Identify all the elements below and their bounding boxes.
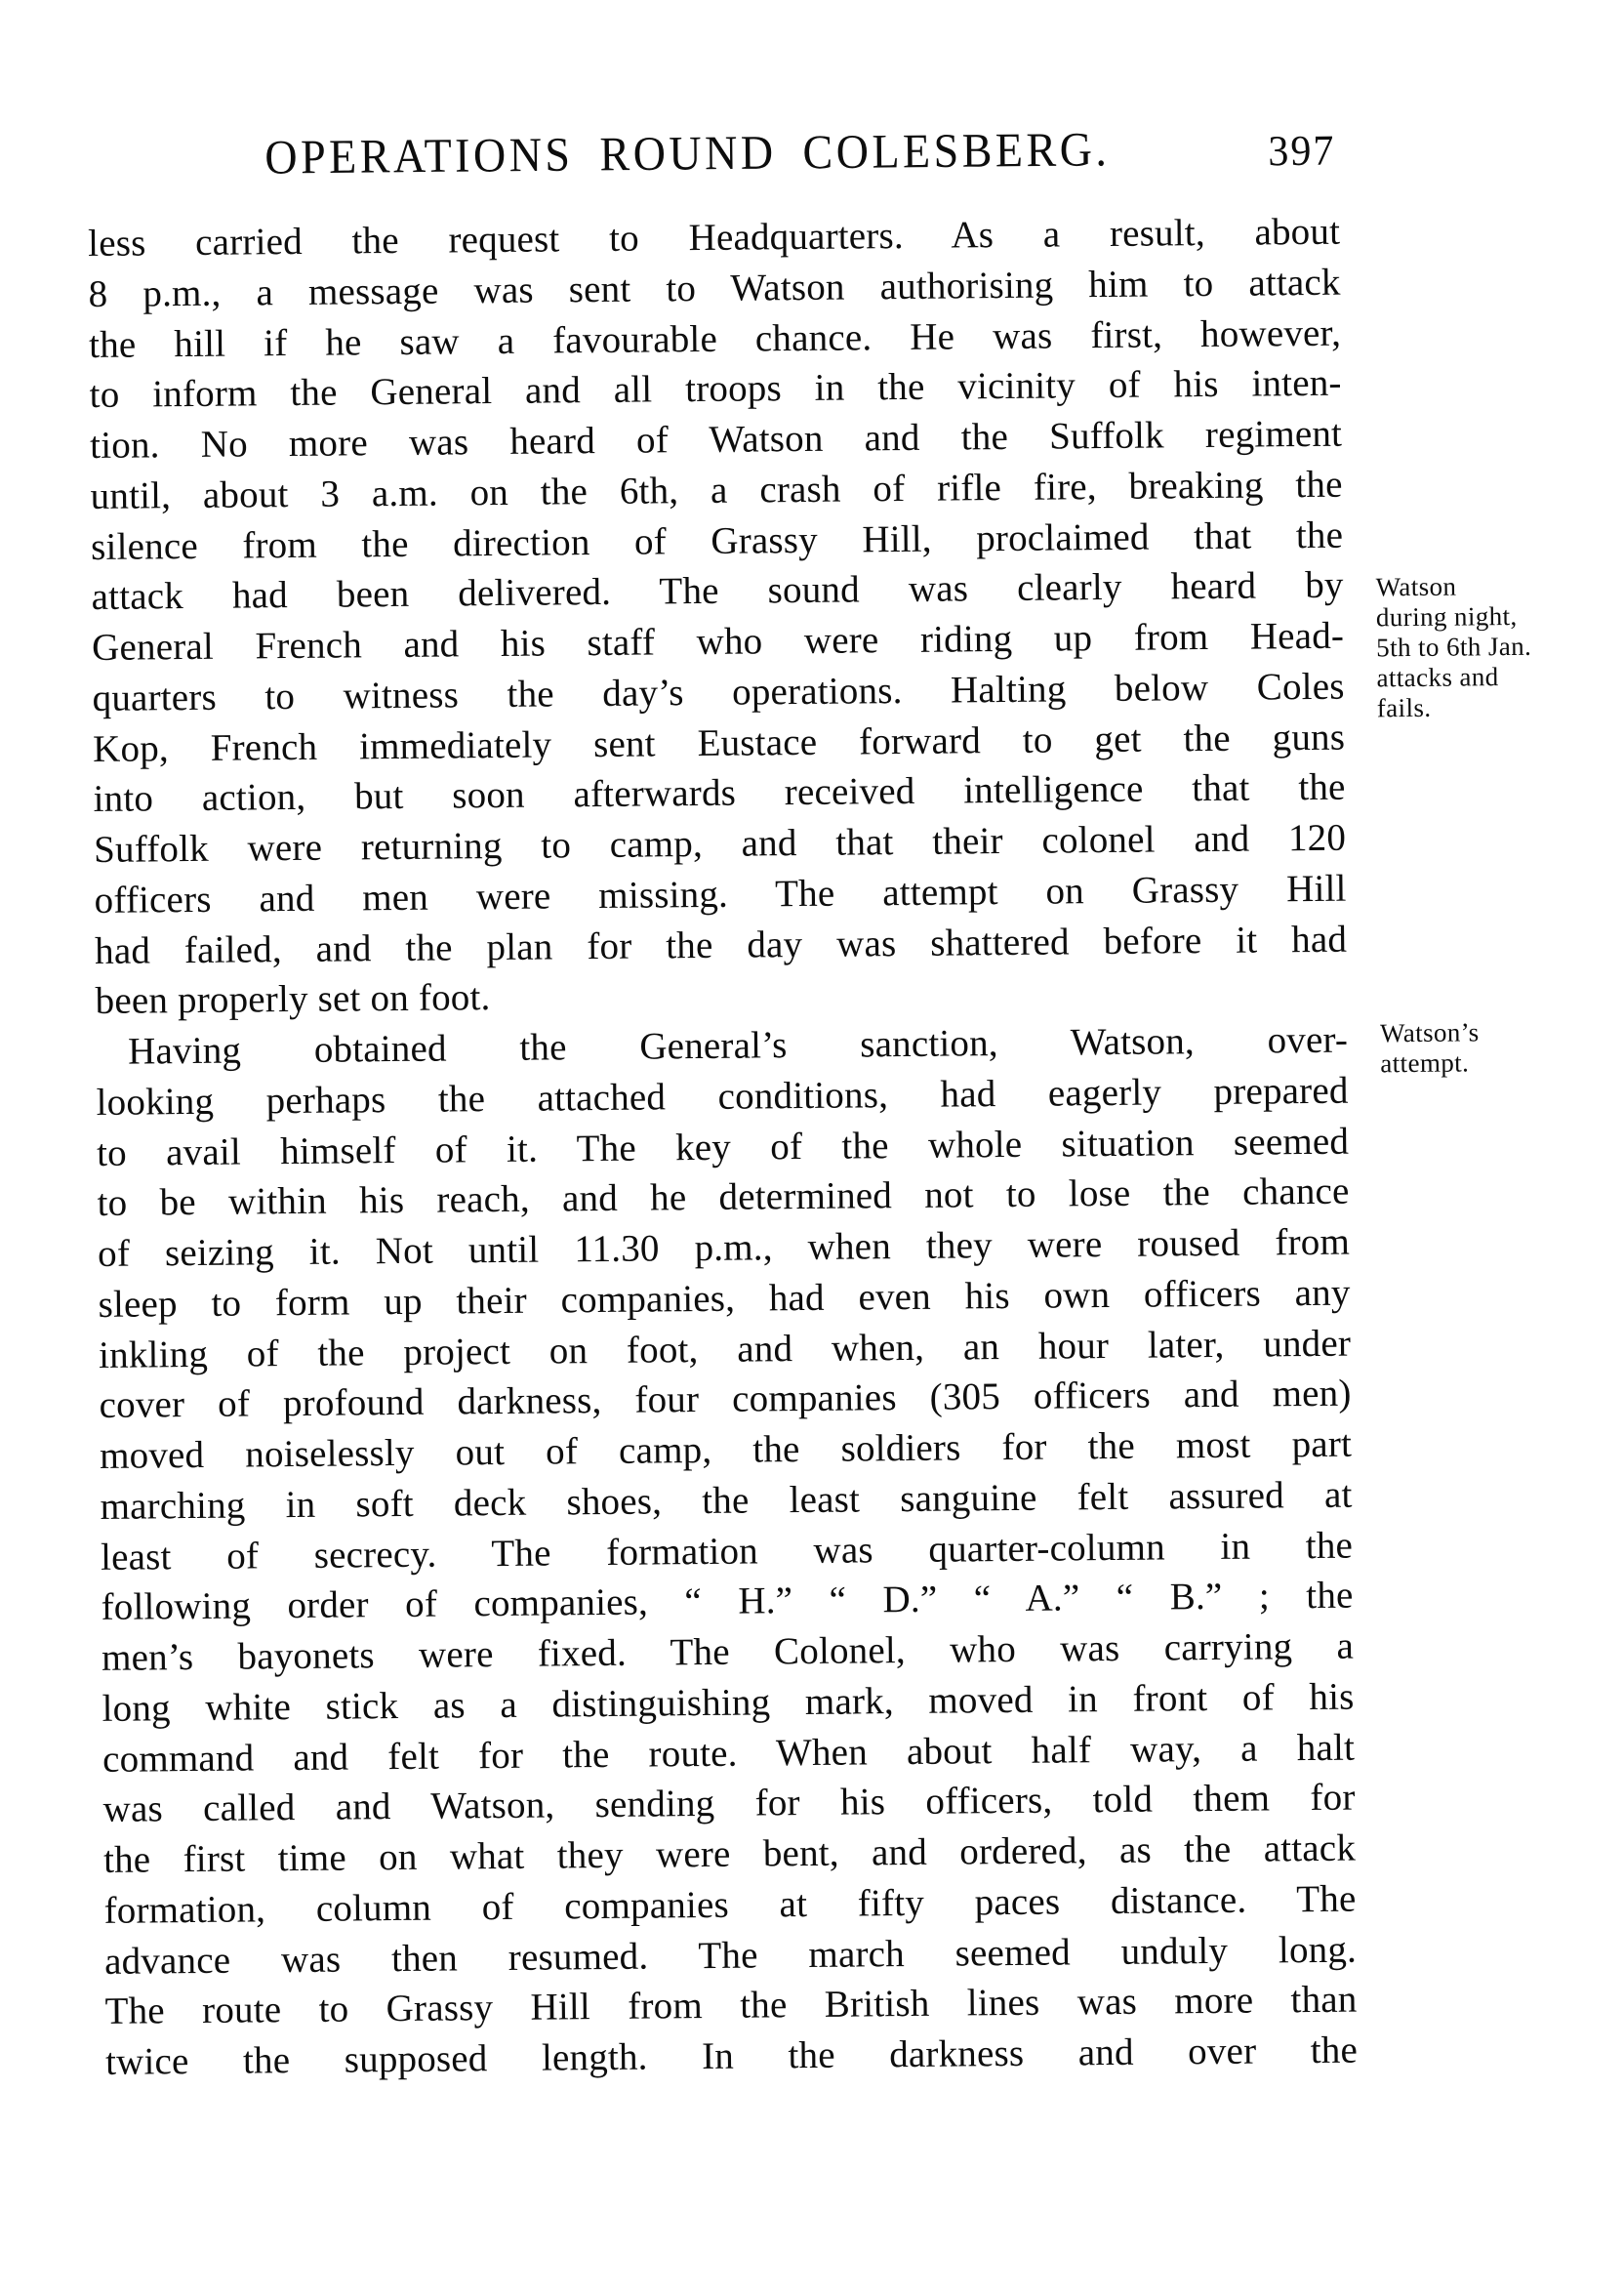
margin-note-watson-attacks: Watson during night, 5th to 6th Jan. attacks and fails. bbox=[1375, 571, 1532, 723]
text-line: men’s bayonets were fixed. The Colonel, who was carrying a bbox=[101, 1624, 1355, 1679]
text-line: least of secrecy. The formation was quarter-column in the bbox=[100, 1524, 1354, 1578]
text-line: tion. No more was heard of Watson and the Suffolk regiment bbox=[89, 412, 1343, 467]
text-line: attack had been delivered. The sound was clearly heard by bbox=[91, 563, 1344, 619]
text-line: looking perhaps the attached conditions, had eagerly prepared bbox=[96, 1069, 1349, 1124]
text-line: the first time on what they were bent, and ordered, as the attack bbox=[102, 1826, 1357, 1881]
text-line: marching in soft deck shoes, the least sanguine felt assured at bbox=[100, 1473, 1353, 1528]
text-line: was called and Watson, sending for his officers, told them for bbox=[102, 1776, 1356, 1831]
text-line: advance was then resumed. The march seemed unduly long. bbox=[103, 1928, 1358, 1983]
text-line: had failed, and the plan for the day was shattered before it had bbox=[94, 918, 1348, 972]
text-line: cover of profound darkness, four companies (305 officers and men) bbox=[99, 1372, 1352, 1427]
text-line: quarters to witness the day’s operations. Halting below Coles bbox=[92, 665, 1345, 719]
margin-note-watsons-attempt: Watson’s attempt. bbox=[1379, 1017, 1480, 1079]
text-line: long white stick as a distinguishing mark, moved in front of his bbox=[102, 1675, 1355, 1730]
text-line: the hill if he saw a favourable chance. He was first, however, bbox=[88, 311, 1342, 366]
page-number: 397 bbox=[1268, 127, 1336, 176]
text-line: General French and his staff who were riding up from Head- bbox=[91, 614, 1345, 669]
text-line: inkling of the project on foot, and when, an hour later, under bbox=[98, 1322, 1352, 1376]
text-line: following order of companies, “ H.” “ D.” “ A.” “ B.” ; the bbox=[101, 1574, 1354, 1629]
text-line: silence from the direction of Grassy Hill, proclaimed that the bbox=[90, 513, 1344, 568]
text-line: officers and men were missing. The attempt on Grassy Hill bbox=[94, 867, 1347, 922]
text-line: been properly set on foot. bbox=[95, 976, 491, 1023]
text-line: The route to Grassy Hill from the British lines was more than bbox=[104, 1978, 1358, 2033]
text-line: Having obtained the General’s sanction, Watson, over- bbox=[127, 1018, 1349, 1073]
text-line: less carried the request to Headquarters. As a result, about bbox=[87, 210, 1341, 265]
text-line: to be within his reach, and he determined not to lose the chance bbox=[97, 1169, 1350, 1225]
text-line: sleep to form up their companies, had even his own officers any bbox=[98, 1271, 1351, 1326]
running-title: OPERATIONS ROUND COLESBERG. bbox=[264, 122, 1111, 184]
text-line: to avail himself of it. The key of the whole situation seemed bbox=[96, 1120, 1350, 1174]
text-line: until, about 3 a.m. on the 6th, a crash of rifle fire, breaking the bbox=[90, 463, 1343, 517]
text-line: twice the supposed length. In the darkness and over the bbox=[104, 2029, 1359, 2083]
body-text bbox=[88, 207, 1358, 2088]
text-line: formation, column of companies at fifty paces distance. The bbox=[103, 1877, 1357, 1932]
text-line: into action, but soon afterwards received intelligence that the bbox=[93, 765, 1346, 821]
text-line: 8 p.m., a message was sent to Watson authorising him to attack bbox=[88, 261, 1341, 315]
text-line: moved noiselessly out of camp, the soldiers for the most part bbox=[99, 1422, 1353, 1477]
text-line: to inform the General and all troops in the vicinity of his inten- bbox=[89, 361, 1342, 417]
text-line: command and felt for the route. When about half way, a halt bbox=[102, 1726, 1356, 1781]
text-line: Kop, French immediately sent Eustace forward to get the guns bbox=[92, 716, 1346, 770]
text-line: of seizing it. Not until 11.30 p.m., when they were roused from bbox=[97, 1220, 1351, 1275]
text-line: Suffolk were returning to camp, and that their colonel and 120 bbox=[93, 816, 1347, 871]
